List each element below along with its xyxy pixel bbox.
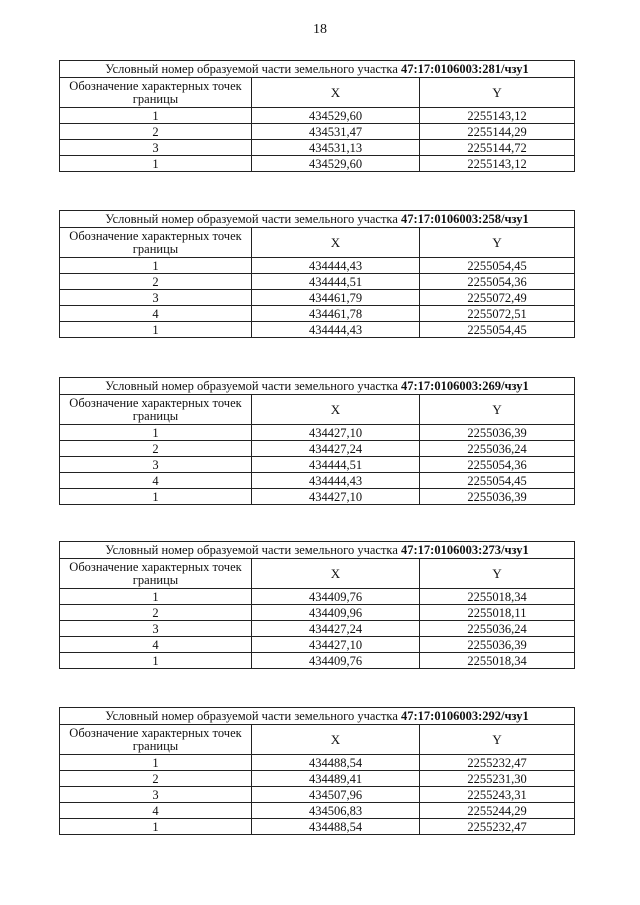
header-x: X	[252, 725, 420, 755]
point-cell: 3	[60, 457, 252, 473]
x-cell: 434489,41	[252, 771, 420, 787]
table-row	[60, 473, 575, 489]
x-cell: 434427,10	[252, 637, 420, 653]
header-point: Обозначение характерных точек границы	[60, 395, 252, 425]
point-cell: 1	[60, 589, 252, 605]
header-y: Y	[420, 395, 575, 425]
x-cell: 434409,76	[252, 589, 420, 605]
y-cell: 2255232,47	[420, 755, 575, 771]
table-row	[60, 425, 575, 441]
x-cell: 434488,54	[252, 755, 420, 771]
point-cell: 2	[60, 124, 252, 140]
header-x: X	[252, 228, 420, 258]
cadastral-number: 47:17:0106003:269/чзу1	[401, 379, 529, 393]
table-row	[60, 140, 575, 156]
x-cell: 434444,51	[252, 457, 420, 473]
header-x: X	[252, 78, 420, 108]
x-cell: 434529,60	[252, 156, 420, 172]
header-x: X	[252, 395, 420, 425]
point-cell: 3	[60, 787, 252, 803]
y-cell: 2255054,45	[420, 258, 575, 274]
point-cell: 1	[60, 755, 252, 771]
y-cell: 2255036,39	[420, 489, 575, 505]
table-row	[60, 124, 575, 140]
x-cell: 434409,76	[252, 653, 420, 669]
coordinates-table	[59, 707, 575, 835]
header-point: Обозначение характерных точек границы	[60, 228, 252, 258]
table-row	[60, 489, 575, 505]
point-cell: 2	[60, 771, 252, 787]
x-cell: 434506,83	[252, 803, 420, 819]
table-title-prefix: Условный номер образуемой части земельного участка	[105, 212, 398, 226]
cadastral-number: 47:17:0106003:292/чзу1	[401, 709, 529, 723]
point-cell: 2	[60, 274, 252, 290]
x-cell: 434444,43	[252, 473, 420, 489]
y-cell: 2255036,39	[420, 637, 575, 653]
coordinates-table	[59, 377, 575, 505]
point-cell: 1	[60, 489, 252, 505]
x-cell: 434507,96	[252, 787, 420, 803]
point-cell: 3	[60, 140, 252, 156]
point-cell: 4	[60, 473, 252, 489]
point-cell: 2	[60, 441, 252, 457]
point-cell: 1	[60, 653, 252, 669]
coordinates-table	[59, 210, 575, 338]
header-y: Y	[420, 559, 575, 589]
x-cell: 434444,43	[252, 258, 420, 274]
point-cell: 1	[60, 425, 252, 441]
x-cell: 434409,96	[252, 605, 420, 621]
header-y: Y	[420, 725, 575, 755]
x-cell: 434461,79	[252, 290, 420, 306]
table-title	[60, 61, 575, 78]
table-row	[60, 156, 575, 172]
table-title	[60, 542, 575, 559]
table-row	[60, 819, 575, 835]
table-title-prefix: Условный номер образуемой части земельного участка	[105, 379, 398, 393]
x-cell: 434444,51	[252, 274, 420, 290]
x-cell: 434427,24	[252, 621, 420, 637]
y-cell: 2255143,12	[420, 108, 575, 124]
header-point: Обозначение характерных точек границы	[60, 725, 252, 755]
table-title-prefix: Условный номер образуемой части земельного участка	[105, 709, 398, 723]
table-row	[60, 441, 575, 457]
table-row	[60, 755, 575, 771]
point-cell: 2	[60, 605, 252, 621]
header-y: Y	[420, 228, 575, 258]
y-cell: 2255036,24	[420, 441, 575, 457]
y-cell: 2255072,51	[420, 306, 575, 322]
y-cell: 2255231,30	[420, 771, 575, 787]
cadastral-number: 47:17:0106003:273/чзу1	[401, 543, 529, 557]
x-cell: 434461,78	[252, 306, 420, 322]
point-cell: 4	[60, 306, 252, 322]
y-cell: 2255054,45	[420, 322, 575, 338]
y-cell: 2255054,36	[420, 457, 575, 473]
y-cell: 2255072,49	[420, 290, 575, 306]
table-row	[60, 457, 575, 473]
point-cell: 1	[60, 819, 252, 835]
table-row	[60, 108, 575, 124]
y-cell: 2255018,34	[420, 653, 575, 669]
x-cell: 434531,13	[252, 140, 420, 156]
header-point: Обозначение характерных точек границы	[60, 78, 252, 108]
y-cell: 2255018,34	[420, 589, 575, 605]
point-cell: 1	[60, 156, 252, 172]
y-cell: 2255244,29	[420, 803, 575, 819]
x-cell: 434444,43	[252, 322, 420, 338]
table-row	[60, 589, 575, 605]
table-title	[60, 378, 575, 395]
coordinates-table	[59, 541, 575, 669]
y-cell: 2255054,36	[420, 274, 575, 290]
x-cell: 434427,10	[252, 425, 420, 441]
header-y: Y	[420, 78, 575, 108]
y-cell: 2255243,31	[420, 787, 575, 803]
table-title-prefix: Условный номер образуемой части земельного участка	[105, 543, 398, 557]
table-title	[60, 708, 575, 725]
header-x: X	[252, 559, 420, 589]
x-cell: 434427,24	[252, 441, 420, 457]
header-point: Обозначение характерных точек границы	[60, 559, 252, 589]
table-title-prefix: Условный номер образуемой части земельного участка	[105, 62, 398, 76]
table-row	[60, 621, 575, 637]
point-cell: 1	[60, 322, 252, 338]
y-cell: 2255018,11	[420, 605, 575, 621]
table-row	[60, 605, 575, 621]
y-cell: 2255232,47	[420, 819, 575, 835]
table-row	[60, 803, 575, 819]
table-row	[60, 274, 575, 290]
cadastral-number: 47:17:0106003:281/чзу1	[401, 62, 529, 76]
table-row	[60, 771, 575, 787]
x-cell: 434529,60	[252, 108, 420, 124]
y-cell: 2255144,29	[420, 124, 575, 140]
table-row	[60, 306, 575, 322]
point-cell: 1	[60, 258, 252, 274]
table-row	[60, 258, 575, 274]
table-row	[60, 322, 575, 338]
point-cell: 1	[60, 108, 252, 124]
page-number: 18	[313, 22, 327, 37]
table-row	[60, 290, 575, 306]
point-cell: 4	[60, 637, 252, 653]
y-cell: 2255054,45	[420, 473, 575, 489]
y-cell: 2255144,72	[420, 140, 575, 156]
point-cell: 4	[60, 803, 252, 819]
table-title	[60, 211, 575, 228]
y-cell: 2255036,39	[420, 425, 575, 441]
y-cell: 2255036,24	[420, 621, 575, 637]
table-row	[60, 653, 575, 669]
coordinates-table	[59, 60, 575, 172]
table-row	[60, 637, 575, 653]
table-row	[60, 787, 575, 803]
point-cell: 3	[60, 621, 252, 637]
cadastral-number: 47:17:0106003:258/чзу1	[401, 212, 529, 226]
x-cell: 434531,47	[252, 124, 420, 140]
y-cell: 2255143,12	[420, 156, 575, 172]
point-cell: 3	[60, 290, 252, 306]
x-cell: 434488,54	[252, 819, 420, 835]
x-cell: 434427,10	[252, 489, 420, 505]
